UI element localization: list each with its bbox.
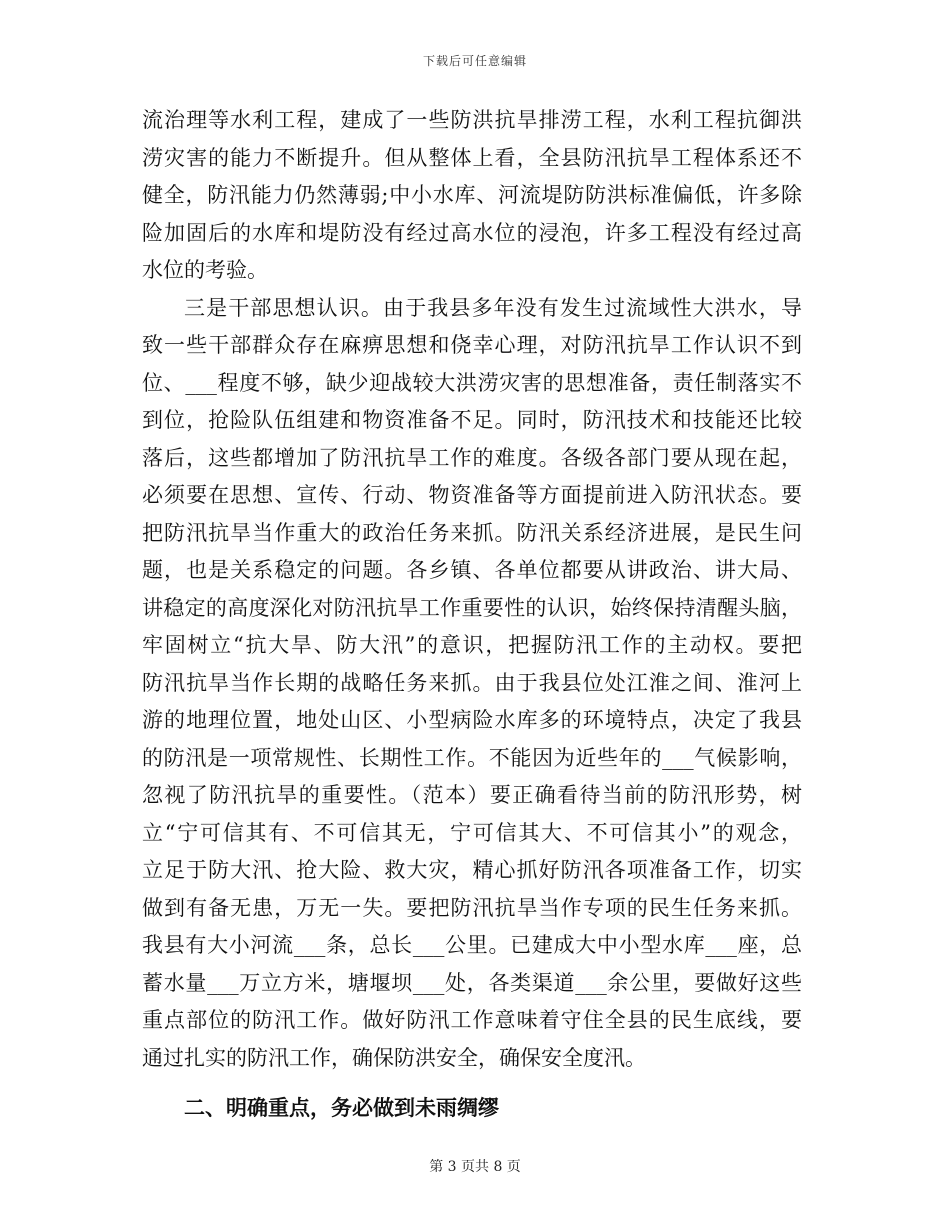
- text-line: 水位的考验。: [142, 258, 268, 282]
- text-line: 忽视了防汛抗旱的重要性。（范本）要正确看待当前的防汛形势，树: [142, 783, 802, 807]
- text-line: 致一些干部群众存在麻痹思想和侥幸心理，对防汛抗旱工作认识不到: [142, 333, 802, 357]
- text-line: 蓄水量___万立方米，塘堰坝___处，各类渠道___余公里，要做好这些: [142, 970, 802, 995]
- text-line: 流治理等水利工程，建成了一些防洪抗旱排涝工程，水利工程抗御洪: [142, 108, 802, 132]
- text-line: 位、___程度不够，缺少迎战较大洪涝灾害的思想准备，责任制落实不: [142, 370, 802, 395]
- text-line: 的防汛是一项常规性、长期性工作。不能因为近些年的___气候影响，: [142, 745, 802, 770]
- document-body: [142, 102, 802, 1127]
- text-line: 把防汛抗旱当作重大的政治任务来抓。防汛关系经济进展，是民生问: [142, 520, 802, 545]
- text-line: 到位，抢险队伍组建和物资准备不足。同时，防汛技术和技能还比较: [142, 408, 802, 432]
- text-line: 健全，防汛能力仍然薄弱;中小水库、河流堤防防洪标准偏低，许多除: [142, 183, 802, 207]
- text-line: 我县有大小河流___条，总长___公里。已建成大中小型水库___座，总: [142, 933, 802, 957]
- text-line: 讲稳定的高度深化对防汛抗旱工作重要性的认识，始终保持清醒头脑，: [142, 595, 802, 620]
- text-line: 牢固树立“抗大旱、防大汛”的意识，把握防汛工作的主动权。要把: [142, 633, 802, 657]
- paragraph-block: [142, 102, 802, 1077]
- text-line: 险加固后的水库和堤防没有经过高水位的浸泡，许多工程没有经过高: [142, 220, 802, 245]
- text-line: 重点部位的防汛工作。做好防汛工作意味着守住全县的民生底线，要: [142, 1008, 802, 1032]
- text-line: 防汛抗旱当作长期的战略任务来抓。由于我县位处江淮之间、淮河上: [142, 670, 802, 695]
- text-line: 必须要在思想、宣传、行动、物资准备等方面提前进入防汛状态。要: [142, 483, 802, 507]
- text-line: 三是干部思想认识。由于我县多年没有发生过流域性大洪水，导: [184, 295, 802, 320]
- text-line: 做到有备无患，万无一失。要把防汛抗旱当作专项的民生任务来抓。: [142, 895, 802, 920]
- text-line: 立足于防大汛、抢大险、救大灾，精心抓好防汛各项准备工作，切实: [142, 858, 802, 882]
- text-line: 游的地理位置，地处山区、小型病险水库多的环境特点，决定了我县: [142, 708, 802, 732]
- text-line: 立“宁可信其有、不可信其无，宁可信其大、不可信其小”的观念，: [142, 820, 802, 845]
- page-header: 下载后可任意编辑: [422, 54, 527, 68]
- section-heading: 二、明确重点，务必做到未雨绸缪: [184, 1095, 499, 1120]
- text-line: 涝灾害的能力不断提升。但从整体上看，全县防汛抗旱工程体系还不: [142, 145, 802, 170]
- page-footer: 第 3 页共 8 页: [429, 1159, 521, 1175]
- text-line: 落后，这些都增加了防汛抗旱工作的难度。各级各部门要从现在起，: [142, 445, 802, 470]
- text-line: 题，也是关系稳定的问题。各乡镇、各单位都要从讲政治、讲大局、: [142, 558, 802, 582]
- text-line: 通过扎实的防汛工作，确保防洪安全，确保安全度汛。: [142, 1045, 646, 1070]
